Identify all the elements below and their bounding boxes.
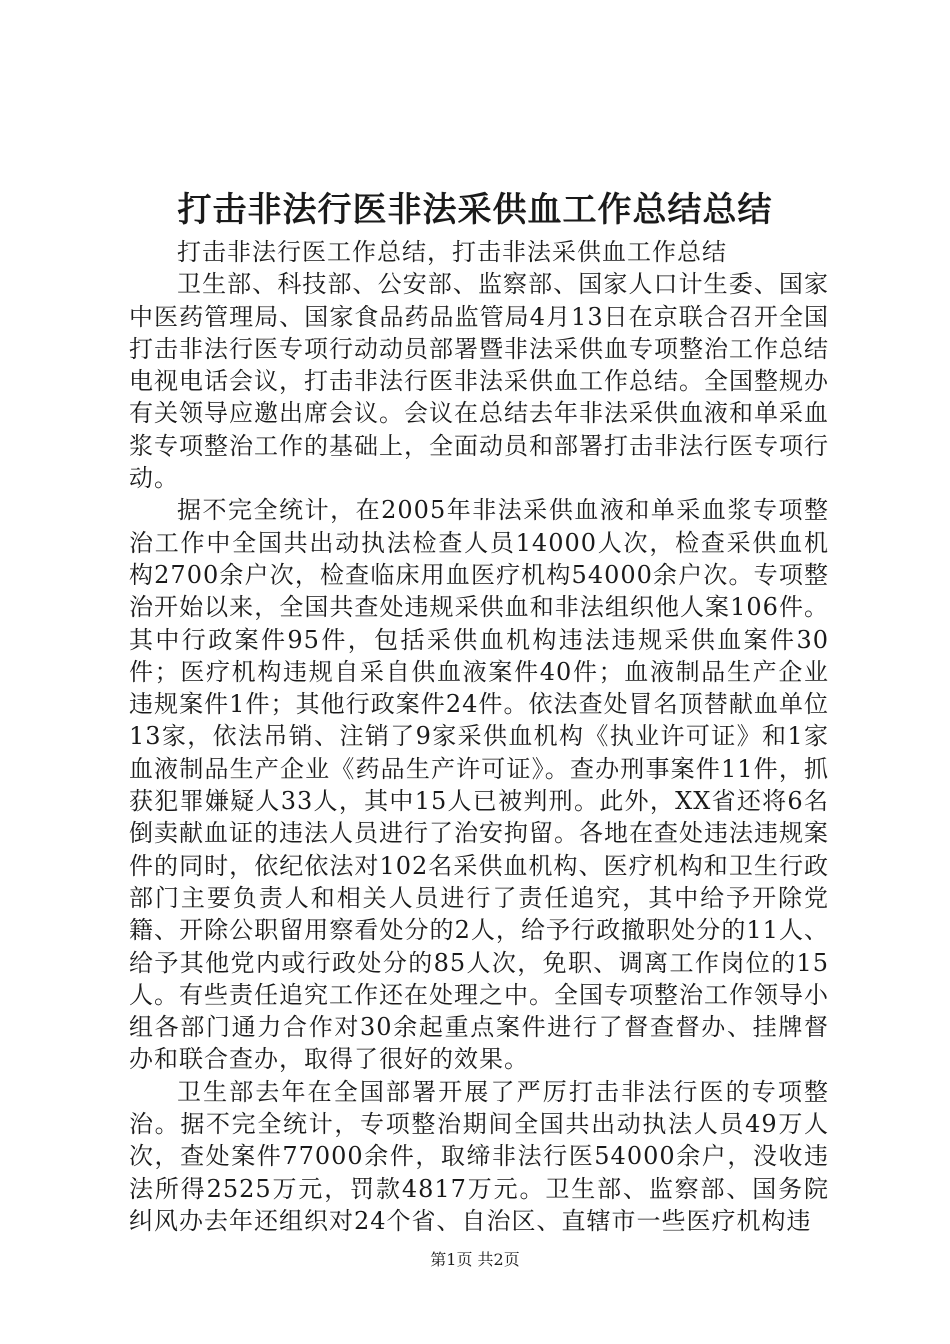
page-number: 第1页 共2页 — [430, 1250, 520, 1269]
document-body — [129, 236, 829, 1237]
paragraph-statistics: 据不完全统计，在2005年非法采供血液和单采血浆专项整治工作中全国共出动执法检查人员14000人次，检查采供血机构2700余户次，检查临床用血医疗机构54000余户次。专项整治开始以来，全国共查处违规采供血和非法组织他人案106件。其中行政案件95件，包括采供血机构违法违规采供血案件30件；医疗机构违规自采自供血液案件40件；血液制品生产企业违规案件1件；其他行政案件24件。依法查处冒名顶替献血单位13家，依法吊销、注销了9家采供血机构《执业许可证》和1家血液制品生产企业《药品生产许可证》。查办刑事案件11件，抓获犯罪嫌疑人33人，其中15人已被判刑。此外，XX省还将6名倒卖献血证的违法人员进行了治安拘留。各地在查处违法违规案件的同时，依纪依法对102名采供血机构、医疗机构和卫生行政部门主要负责人和相关人员进行了责任追究，其中给予开除党籍、开除公职留用察看处分的2人，给予行政撤职处分的11人、给予其他党内或行政处分的85人次，免职、调离工作岗位的15人。有些责任追究工作还在处理之中。全国专项整治工作领导小组各部门通力合作对30余起重点案件进行了督查督办、挂牌督办和联合查办，取得了很好的效果。 — [129, 496, 829, 1074]
paragraph-subtitle: 打击非法行医工作总结，打击非法采供血工作总结 — [177, 238, 727, 266]
paragraph-illegal-practice: 卫生部去年在全国部署开展了严厉打击非法行医的专项整治。据不完全统计，专项整治期间全国共出动执法人员49万人次，查处案件77000余件，取缔非法行医54000余户，没收违法所得2525万元，罚款4817万元。卫生部、监察部、国务院纠风办去年还组织对24个省、自治区、直辖市一些医疗机构违 — [129, 1077, 829, 1235]
paragraph-meeting: 卫生部、科技部、公安部、监察部、国家人口计生委、国家中医药管理局、国家食品药品监管局4月13日在京联合召开全国打击非法行医专项行动动员部署暨非法采供血专项整治工作总结电视电话会议，打击非法行医非法采供血工作总结。全国整规办有关领导应邀出席会议。会议在总结去年非法采供血液和单采血浆专项整治工作的基础上，全面动员和部署打击非法行医专项行动。 — [129, 270, 829, 493]
document-title: 打击非法行医非法采供血工作总结总结 — [177, 190, 773, 230]
